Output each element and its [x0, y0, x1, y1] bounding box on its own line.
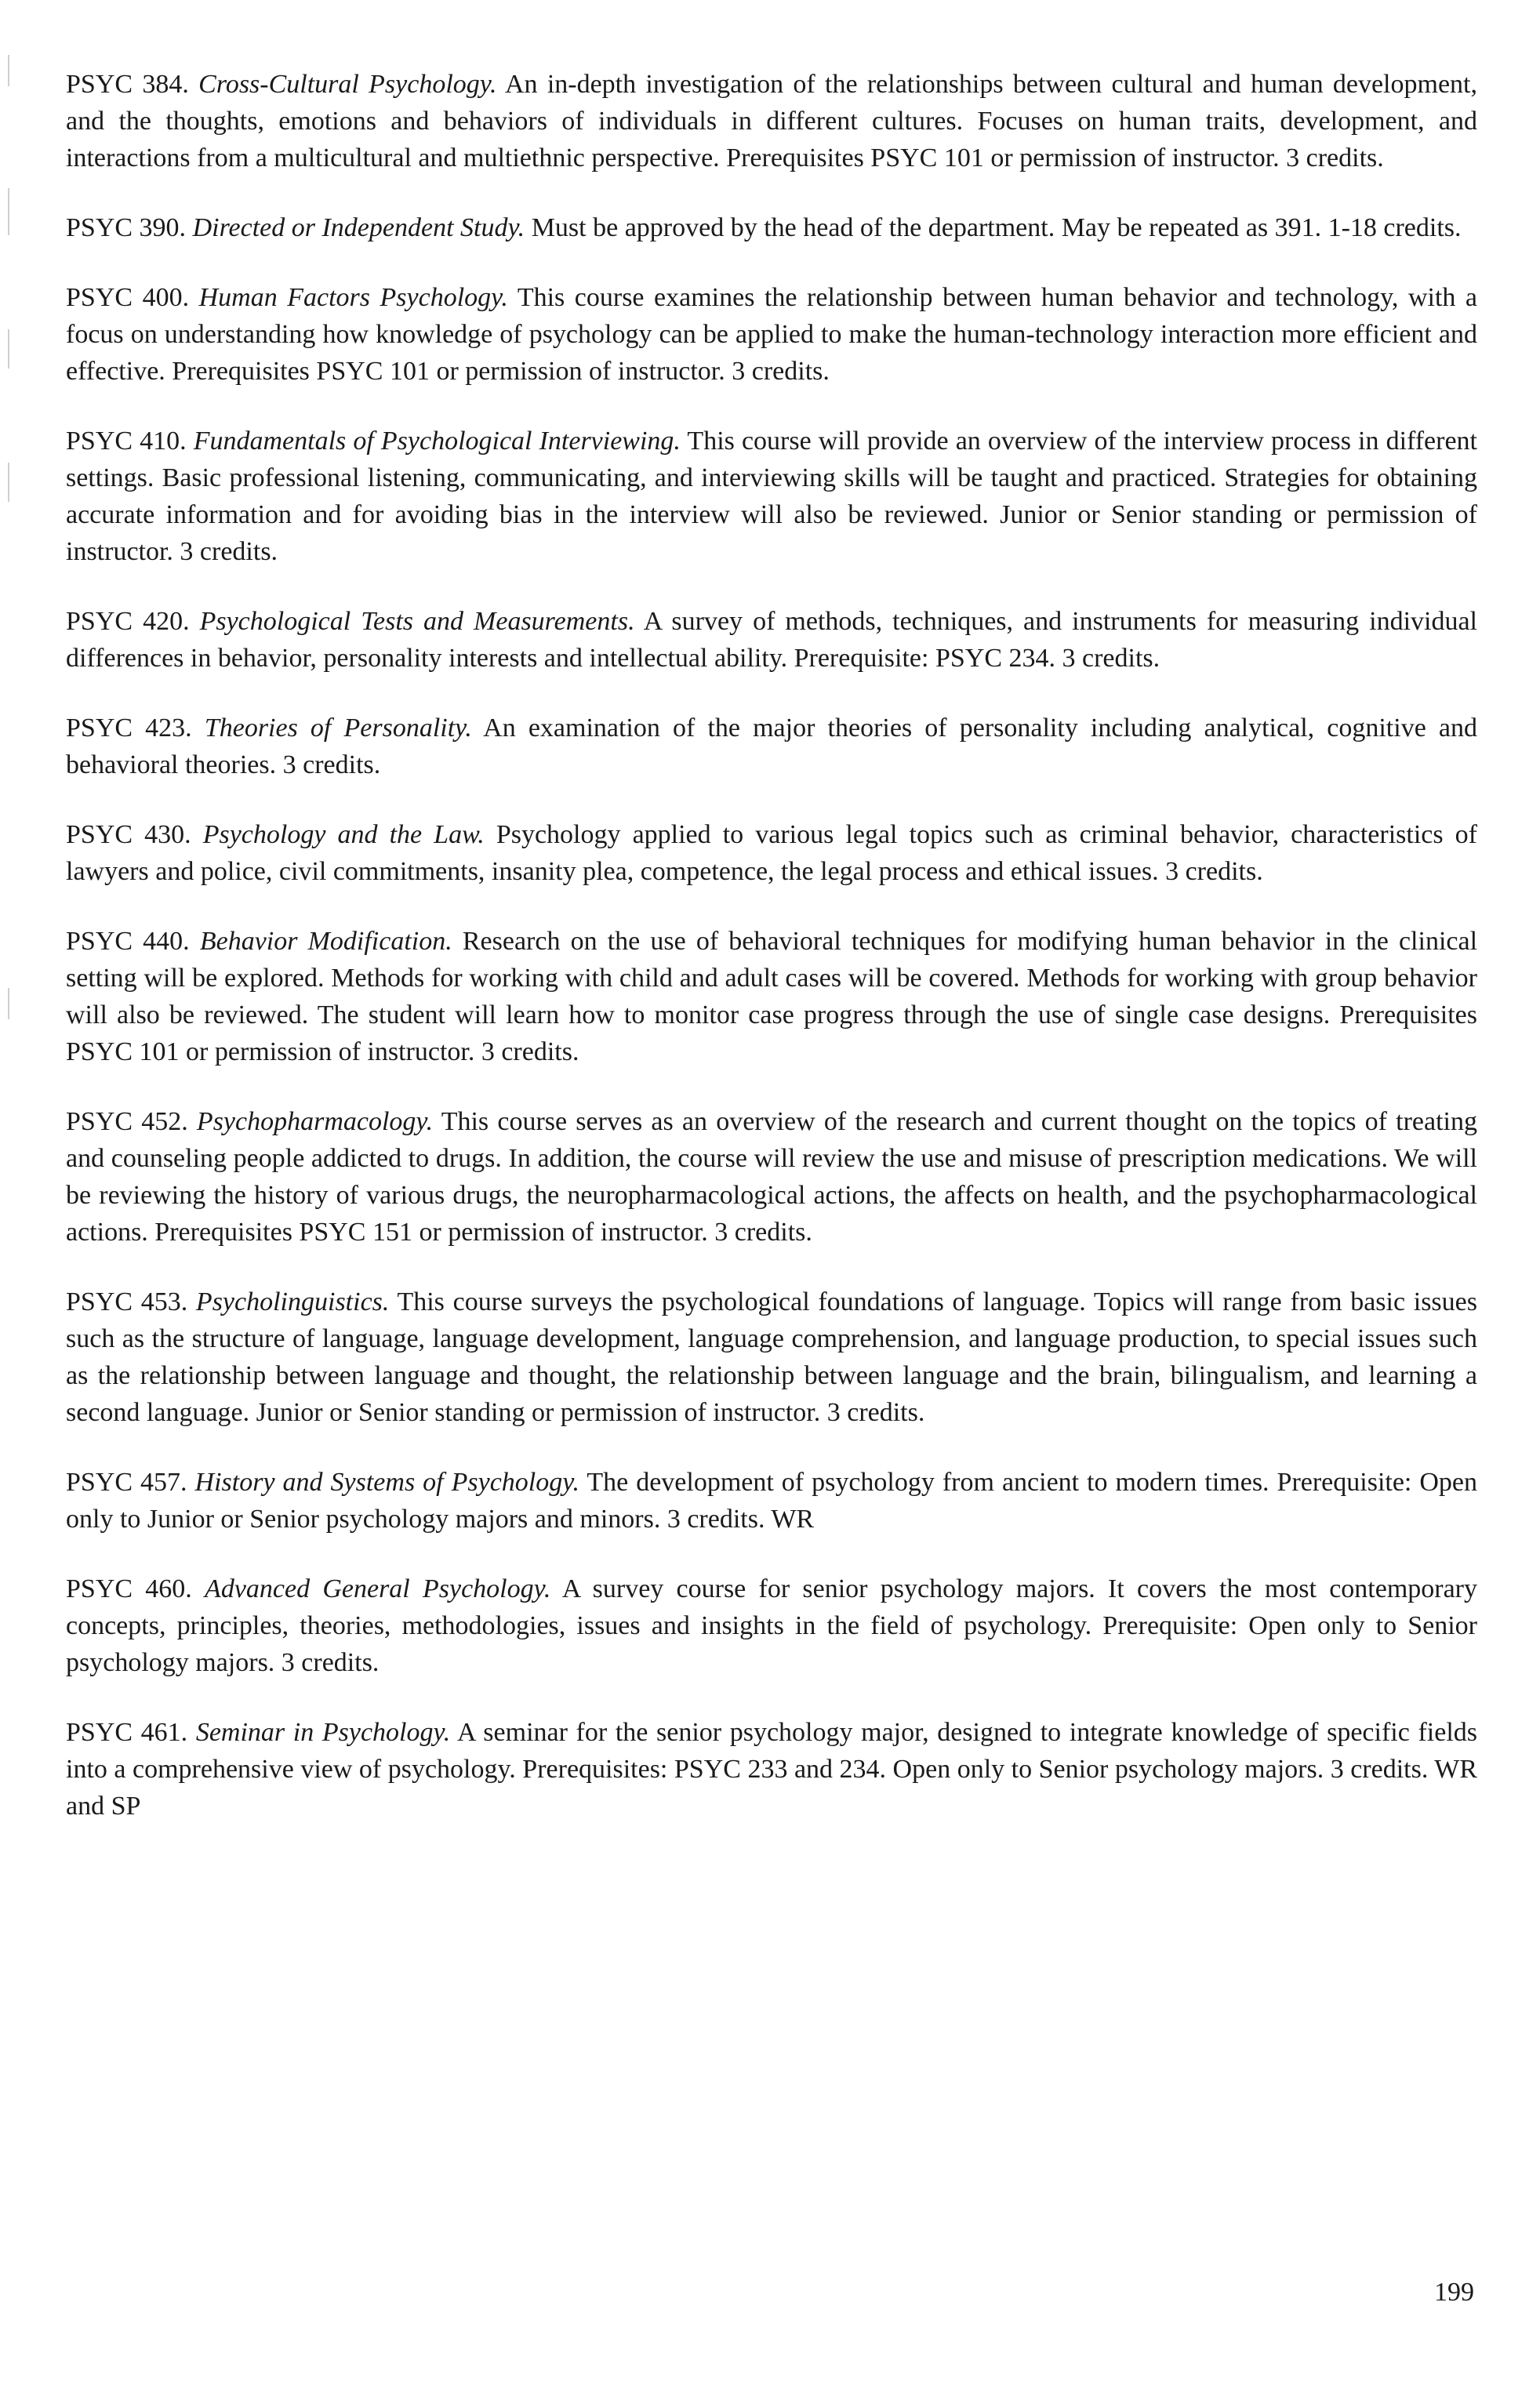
course-code: PSYC 420.	[66, 607, 190, 636]
course-code: PSYC 384.	[66, 70, 189, 99]
course-code: PSYC 453.	[66, 1287, 188, 1316]
course-description: Research on the use of behavioral techniques for modifying human behavior in the clinical setting will be explored. Methods for working with child and adult cases will be covered. Methods for working with group behavior will also be reviewed. The student will learn how to monitor case progress through the use of single case designs. Prerequisites PSYC 101 or permission of instructor. 3 credits.	[66, 927, 1478, 1066]
course-title: Theories of Personality.	[204, 714, 472, 743]
course-title: Behavior Modification.	[199, 927, 452, 956]
course-title: Advanced General Psychology.	[205, 1574, 551, 1603]
course-entry-psyc-461	[66, 1714, 1477, 1825]
course-code: PSYC 430.	[66, 820, 191, 849]
course-entry-psyc-453	[66, 1284, 1477, 1431]
catalog-page	[66, 66, 1477, 1857]
course-code: PSYC 400.	[66, 283, 190, 312]
scan-margin-mark	[8, 463, 9, 502]
course-description: A survey course for senior psychology majors. It covers the most contemporary concepts, principles, theories, methodologies, issues and insights in the field of psychology. Prerequisite: Open only to Senior psychology majors. 3 credits.	[66, 1574, 1477, 1677]
course-entry-psyc-440	[66, 923, 1477, 1070]
course-entry-psyc-457	[66, 1464, 1477, 1538]
course-entry-psyc-410	[66, 423, 1477, 570]
course-entry-psyc-400	[66, 279, 1477, 390]
course-title: History and Systems of Psychology.	[194, 1468, 579, 1497]
course-entry-psyc-384	[66, 66, 1477, 176]
course-title: Psychological Tests and Measurements.	[199, 607, 635, 636]
course-description: An in-depth investigation of the relationships between cultural and human development, and the thoughts, emotions and behaviors of individuals in different cultures. Focuses on human traits, development, and interactions from a multicultural and multiethnic perspective. Prerequisites PSYC 101 or permission of instructor. 3 credits.	[66, 70, 1477, 172]
course-description: This course surveys the psychological foundations of language. Topics will range from basic issues such as the structure of language, language development, language comprehension, and language production, to special issues such as the relationship between language and thought, the relationship between language and the brain, bilingualism, and learning a second language. Junior or Senior standing or permission of instructor. 3 credits.	[66, 1287, 1477, 1427]
course-description: A survey of methods, techniques, and instruments for measuring individual differences in behavior, personality interests and intellectual ability. Prerequisite: PSYC 234. 3 credits.	[66, 607, 1478, 673]
course-title: Human Factors Psychology.	[198, 283, 508, 312]
scan-margin-mark	[8, 55, 9, 86]
course-title: Psycholinguistics.	[195, 1287, 390, 1316]
course-description: The development of psychology from ancient to modern times. Prerequisite: Open only to Junior or Senior psychology majors and minors. 3 credits. WR	[66, 1468, 1478, 1534]
course-description: A seminar for the senior psychology major, designed to integrate knowledge of specific fields into a comprehensive view of psychology. Prerequisites: PSYC 233 and 234. Open only to Senior psychology majors. 3 credits. WR and SP	[66, 1718, 1478, 1821]
course-code: PSYC 423.	[66, 714, 192, 743]
course-title: Fundamentals of Psychological Interviewing.	[193, 427, 681, 456]
scan-margin-mark	[8, 988, 9, 1019]
course-title: Directed or Independent Study.	[192, 213, 525, 242]
course-code: PSYC 410.	[66, 427, 187, 456]
course-title: Psychology and the Law.	[202, 820, 485, 849]
course-description: Must be approved by the head of the department. May be repeated as 391. 1-18 credits.	[531, 213, 1462, 242]
scan-margin-mark	[8, 188, 9, 235]
course-entry-psyc-423	[66, 710, 1477, 783]
course-description: Psychology applied to various legal topics such as criminal behavior, characteristics of lawyers and police, civil commitments, insanity plea, competence, the legal process and ethical issues. 3 credits.	[66, 820, 1477, 886]
course-code: PSYC 457.	[66, 1468, 187, 1497]
course-code: PSYC 440.	[66, 927, 190, 956]
page-number: 199	[1434, 2278, 1474, 2307]
course-entry-psyc-390	[66, 209, 1477, 246]
course-entry-psyc-452	[66, 1103, 1477, 1251]
course-code: PSYC 460.	[66, 1574, 192, 1603]
course-title: Cross-Cultural Psychology.	[198, 70, 497, 99]
course-description: This course examines the relationship between human behavior and technology, with a focus on understanding how knowledge of psychology can be applied to make the human-technology interaction more efficient and effective. Prerequisites PSYC 101 or permission of instructor. 3 credits.	[66, 283, 1478, 386]
course-title: Seminar in Psychology.	[195, 1718, 451, 1747]
course-title: Psychopharmacology.	[196, 1107, 434, 1136]
course-entry-psyc-460	[66, 1570, 1477, 1681]
course-entry-psyc-420	[66, 603, 1477, 677]
course-code: PSYC 461.	[66, 1718, 188, 1747]
course-description: This course will provide an overview of the interview process in different settings. Basic professional listening, communicating, and interviewing skills will be taught and practiced. Strategies for obtaining accurate information and for avoiding bias in the interview will also be reviewed. Junior or Senior standing or permission of instructor. 3 credits.	[66, 427, 1478, 566]
scan-margin-mark	[8, 329, 9, 369]
course-description: An examination of the major theories of personality including analytical, cognitive and behavioral theories. 3 credits.	[66, 714, 1477, 779]
course-code: PSYC 452.	[66, 1107, 188, 1136]
course-description: This course serves as an overview of the research and current thought on the topics of treating and counseling people addicted to drugs. In addition, the course will review the use and misuse of prescription medications. We will be reviewing the history of various drugs, the neuropharmacological actions, the affects on health, and the psychopharmacological actions. Prerequisites PSYC 151 or permission of instructor. 3 credits.	[66, 1107, 1477, 1247]
course-code: PSYC 390.	[66, 213, 187, 242]
course-entry-psyc-430	[66, 816, 1477, 890]
